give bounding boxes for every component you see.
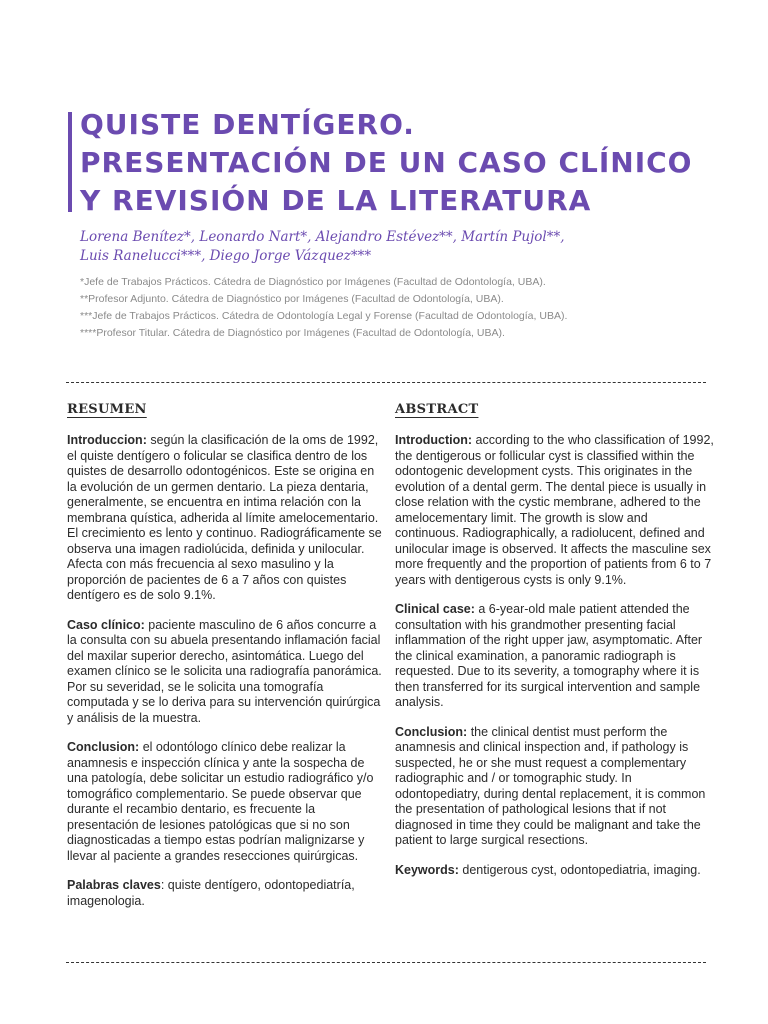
resumen-column <box>67 402 385 923</box>
resumen-conclusion-text: el odontólogo clínico debe realizar la anamnesis e inspección clínica y ante la sospecha de una patología, debe solicitar un estudio radiográfico y/o tomográfico complementario. Se puede observar que durante el recambio dentario, es frecuente la presentación de lesiones patológicas que si no son diagnosticadas a tiempo estas podrían malignizarse y llevar al paciente a grandes resecciones quirúrgicas. <box>67 740 374 863</box>
affiliation-4: ****Profesor Titular. Cátedra de Diagnóstico por Imágenes (Facultad de Odontología, UBA). <box>80 327 505 339</box>
abstract-conclusion-label: Conclusion: <box>395 724 468 739</box>
affiliation-2: **Profesor Adjunto. Cátedra de Diagnóstico por Imágenes (Facultad de Odontología, UBA). <box>80 293 504 305</box>
abstract-introduction <box>395 433 715 588</box>
abstract-keywords-text: dentigerous cyst, odontopediatria, imaging. <box>458 862 701 877</box>
abstract-conclusion-text: the clinical dentist must perform the anamnesis and clinical inspection and, if pathology is suspected, he or she must request a complementary radiographic and / or tomographic study. In odontopediatry, during dental replacement, it is common the presentation of pathological lesions that if not diagnosed in time they could be malignant and take the patient to large surgical resections. <box>395 724 706 847</box>
title-line-3: Y REVISIÓN DE LA LITERATURA <box>80 184 592 217</box>
abstract-case-label: Clinical case: <box>395 602 475 616</box>
resumen-introduction <box>67 433 385 604</box>
abstract-heading: ABSTRACT <box>395 402 479 417</box>
abstract-intro-label: Introduction: <box>395 433 473 447</box>
resumen-keywords-text: : quiste dentígero, odontopediatría, imagenologia. <box>67 878 355 908</box>
abstract-keywords <box>395 863 715 879</box>
abstract-keywords-label: Keywords: <box>395 862 459 877</box>
resumen-case-label: Caso clínico: <box>67 617 145 632</box>
article-title <box>80 106 692 220</box>
resumen-conclusion <box>67 740 385 864</box>
author-list <box>80 228 565 266</box>
resumen-keywords <box>67 878 385 909</box>
affiliation-list <box>80 274 567 342</box>
abstract-intro-text: according to the who classification of 1992, the dentigerous or follicular cyst is classified within the odontogenic development cysts. This originates in the evolution of a dental germ. The dental piece is usually in close relation with the cystic membrane, adhered to the amelocementary limit. The growth is slow and continuous. Radiographically, a radiolucent, defined and unilocular image is observed. It affects the masculine sex more frequently and the proportion of patients from 6 to 7 years with dentigerous cysts is only 9.1%. <box>395 433 714 587</box>
title-line-1: QUISTE DENTÍGERO. <box>80 108 415 141</box>
resumen-intro-label: Introduccion: <box>67 433 147 447</box>
top-dashed-divider <box>66 382 706 383</box>
affiliation-1: *Jefe de Trabajos Prácticos. Cátedra de Diagnóstico por Imágenes (Facultad de Odontología, UBA). <box>80 276 546 288</box>
resumen-heading: RESUMEN <box>67 402 147 417</box>
resumen-conclusion-label: Conclusion: <box>67 740 140 754</box>
authors-line-2: Luis Ranelucci***, Diego Jorge Vázquez*** <box>80 248 372 264</box>
abstract-case-text: a 6-year-old male patient attended the consultation with his grandmother presenting facial inflammation of the right upper jaw, asymptomatic. After the clinical examination, a panoramic radiograph is requested. Due to its severity, a tomography where it is then transferred for its surgical intervention and sample analysis. <box>395 602 703 709</box>
resumen-case-text: paciente masculino de 6 años concurre a la consulta con su abuela presentando inflamación facial del maxilar superior derecho, asintomática. Luego del examen clínico se le solicita una radiografía panorámica. Por su severidad, se le solicita una tomografía computada y se lo deriva para su intervención quirúrgica y análisis de la muestra. <box>67 617 382 725</box>
authors-line-1: Lorena Benítez*, Leonardo Nart*, Alejandro Estévez**, Martín Pujol**, <box>80 229 565 245</box>
abstract-conclusion <box>395 725 715 849</box>
resumen-intro-text: según la clasificación de la oms de 1992, el quiste dentígero o folicular se clasifica dentro de los quistes de desarrollo odontogénicos. Este se origina en la evolución de un germen dentario. La pieza dentaria, generalmente, se encuentra en intima relación con la membrana quística, adherida al límite amelocementario. El crecimiento es lento y continuo. Radiográficamente se observa una imagen radiolúcida, definida y unilocular. Afecta con más frecuencia al sexo masulino y la proporción de pacientes de 6 a 7 años con quistes dentígero es de solo 9.1%. <box>67 433 382 602</box>
abstract-clinical-case <box>395 602 715 711</box>
abstract-column <box>395 402 715 892</box>
resumen-keywords-label: Palabras claves <box>67 878 161 892</box>
affiliation-3: ***Jefe de Trabajos Prácticos. Cátedra de Odontología Legal y Forense (Facultad de Odontología, UBA). <box>80 310 568 322</box>
bottom-dashed-divider <box>66 962 706 963</box>
title-accent-bar <box>68 112 72 212</box>
resumen-clinical-case <box>67 618 385 727</box>
title-line-2: PRESENTACIÓN DE UN CASO CLÍNICO <box>80 146 693 179</box>
